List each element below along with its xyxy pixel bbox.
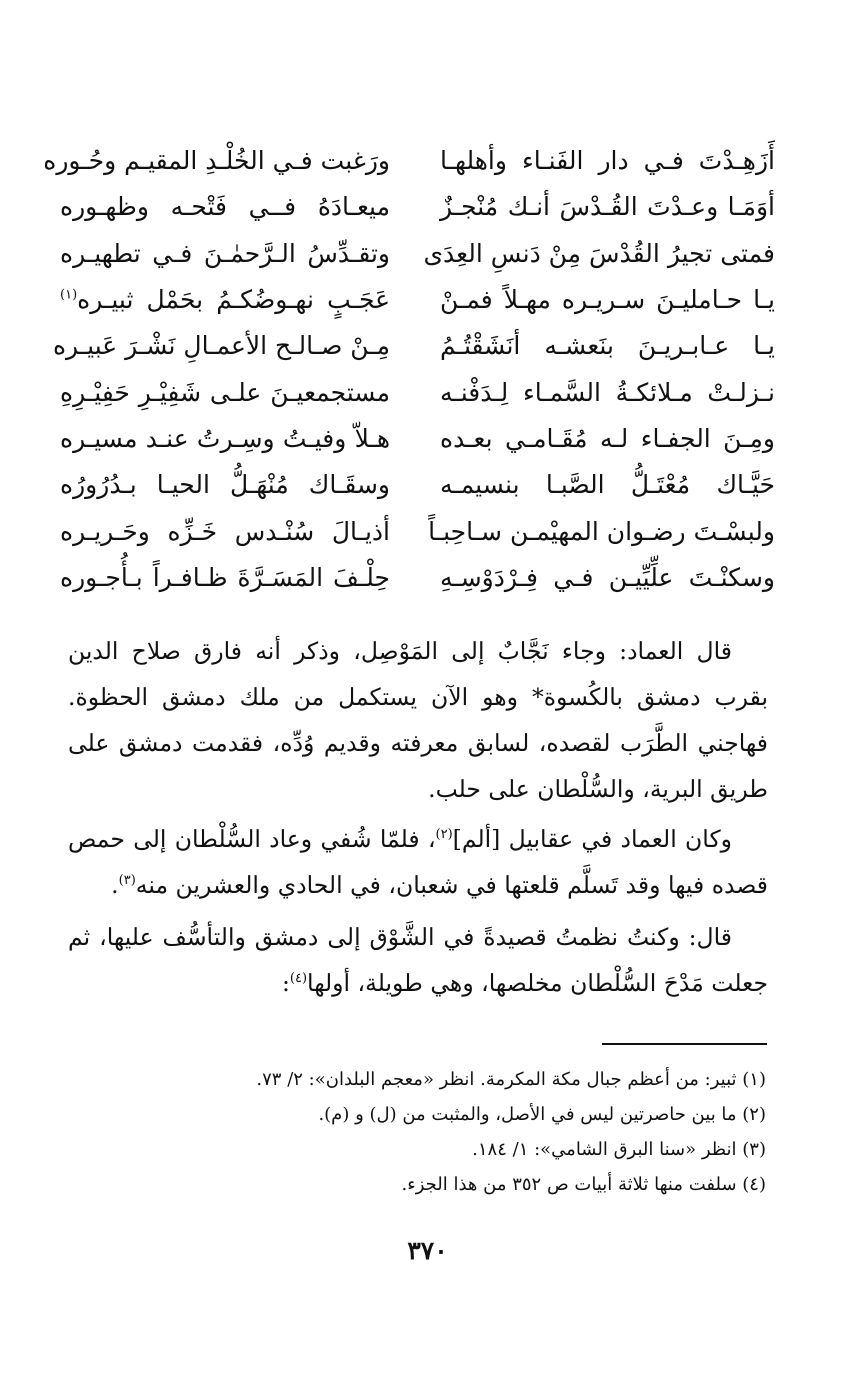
verse-left-hemistich: حِلْـفَ المَسَـرَّةَ ظـافـراً بـأُجـوره [60, 562, 390, 592]
verse-7 [60, 416, 775, 462]
prose-body [68, 628, 768, 1006]
verse-left-hemistich: وتقـدِّسُ الـرَّحمٰـنَ فـي تطهيـره [60, 238, 390, 268]
paragraph-2-text-c: . [111, 871, 119, 899]
verse-left-hemistich: مِـنْ صـالـح الأعمـالِ نَشْـرَ عَبيـره [52, 331, 390, 361]
paragraph-2-text-a: وكان العماد في عقابيل [ألم] [452, 825, 732, 853]
verse-left-hemistich [60, 277, 390, 323]
verse-right-hemistich: ومِـنَ الجفـاء لـه مُقَـامـي بعـده [440, 423, 775, 453]
verse-left-hemistich: مستجمعيـنَ علـى شَفِيْـرِ حَفِيْـرِهِ [60, 377, 390, 407]
verse-left-hemistich: ورَغبت فـي الخُلْـدِ المقيـم وحُـوره [43, 146, 390, 176]
verse-8 [60, 462, 775, 508]
paragraph-2 [68, 816, 768, 908]
verse-3 [60, 231, 775, 277]
verse-5 [52, 323, 775, 369]
paragraph-1: قال العماد: وجاء نَجَّابٌ إلى المَوْصِل، وذكر أنه فارق صلاح الدين بقرب دمشق بالكُسوة* وهو الآن يستكمل من ملك دمشق الحظوة. فهاجني الطَّرَب لقصده، لسابق معرفته وقديم وُدِّه، فقدمت دمشق على طريق البرية، والسُّلْطان على حلب. [68, 637, 768, 803]
verse-right-hemistich: حَيَّـاك مُعْتَـلُّ الصَّبـا بنسيمـه [440, 470, 775, 500]
footnote-3: (٣) انظر «سنا البرق الشامي»: ١/ ١٨٤. [472, 1139, 766, 1160]
page-number: ٣٧٠ [407, 1236, 448, 1265]
poem [43, 138, 775, 601]
footnote-marker-3: (٣) [118, 873, 136, 889]
footnote-1: (١) ثبير: من أعظم جبال مكة المكرمة. انظر «معجم البلدان»: ٢/ ٧٣. [256, 1069, 766, 1090]
verse-2 [60, 184, 775, 230]
verse-right-hemistich: يـا حـامليـنَ سـريـره مهـلاً فمـنْ [440, 285, 775, 315]
footnote-2: (٢) ما بين حاصرتين ليس في الأصل، والمثبت من (ل) و (م). [318, 1104, 766, 1125]
footnote-separator [602, 1043, 767, 1045]
verse-right-hemistich: يـا عـابـريـنَ بنَعشـه أنَشَقْتُـمُ [440, 331, 775, 361]
verse-4 [60, 277, 775, 323]
verse-left-text: عَجَـبٍ نهـوضُكـمُ بحَمْل ثبيـره [77, 285, 390, 315]
footnote-marker-2: (٢) [435, 827, 453, 843]
verse-10 [60, 555, 775, 601]
verse-1 [43, 138, 775, 184]
footnote-marker-1: (١) [60, 287, 78, 303]
verse-right-hemistich: فمتى تجيرُ القُدْسَ مِنْ دَنسِ العِدَى [423, 238, 775, 268]
verse-right-hemistich: نـزلـتْ مـلائكـةُ السَّمـاء لِـدَفْنـه [440, 377, 775, 407]
footnotes [80, 1062, 766, 1202]
verse-9 [60, 508, 775, 554]
verse-left-hemistich: ميعـادَهُ فــي فَتْحـه وظهـوره [60, 192, 390, 222]
verse-right-hemistich: أَزَهِـدْتَ فـي دار الفَنـاء وأهلهـا [440, 146, 775, 176]
verse-right-hemistich: ولبسْـتَ رضـوان المهيْمـن سـاحِبـاً [428, 516, 775, 546]
footnote-marker-4: (٤) [289, 971, 308, 987]
verse-left-hemistich: هـلاّ وفيـتُ وسِـرتُ عنـد مسيـره [60, 423, 390, 453]
paragraph-3 [68, 914, 768, 1006]
paragraph-3-text-b: : [281, 969, 290, 997]
verse-right-hemistich: وسكنْـتَ علِّيِّيـن فـي فِـرْدَوْسِـهِ [440, 562, 775, 592]
paragraph-3-text-a: قال: وكنتُ نظمتُ قصيدةً في الشَّوْق إلى دمشق والتأسُّف عليها، ثم جعلت مَدْحَ السُّلْطان مخلصها، وهي طويلة، أولها [68, 923, 768, 997]
verse-6 [60, 369, 775, 415]
verse-left-hemistich: وسقَـاك مُنْهَـلُّ الحيـا بـدُرُورُه [60, 470, 390, 500]
footnote-4: (٤) سلفت منها ثلاثة أبيات ص ٣٥٢ من هذا الجزء. [401, 1174, 766, 1195]
verse-right-hemistich: أوَمَـا وعـدْتَ القُـدْسَ أنـك مُنْجـزٌ [440, 192, 775, 222]
verse-left-hemistich: أذيـالَ سُنْـدس خَـزِّه وحَـريـره [60, 516, 390, 546]
paragraph-2-text-b: ، فلمّا شُفي وعاد السُّلْطان إلى حمص قصده فيها وقد تَسلَّم قلعتها في شعبان، في الحادي والعشرين منه [68, 825, 768, 899]
